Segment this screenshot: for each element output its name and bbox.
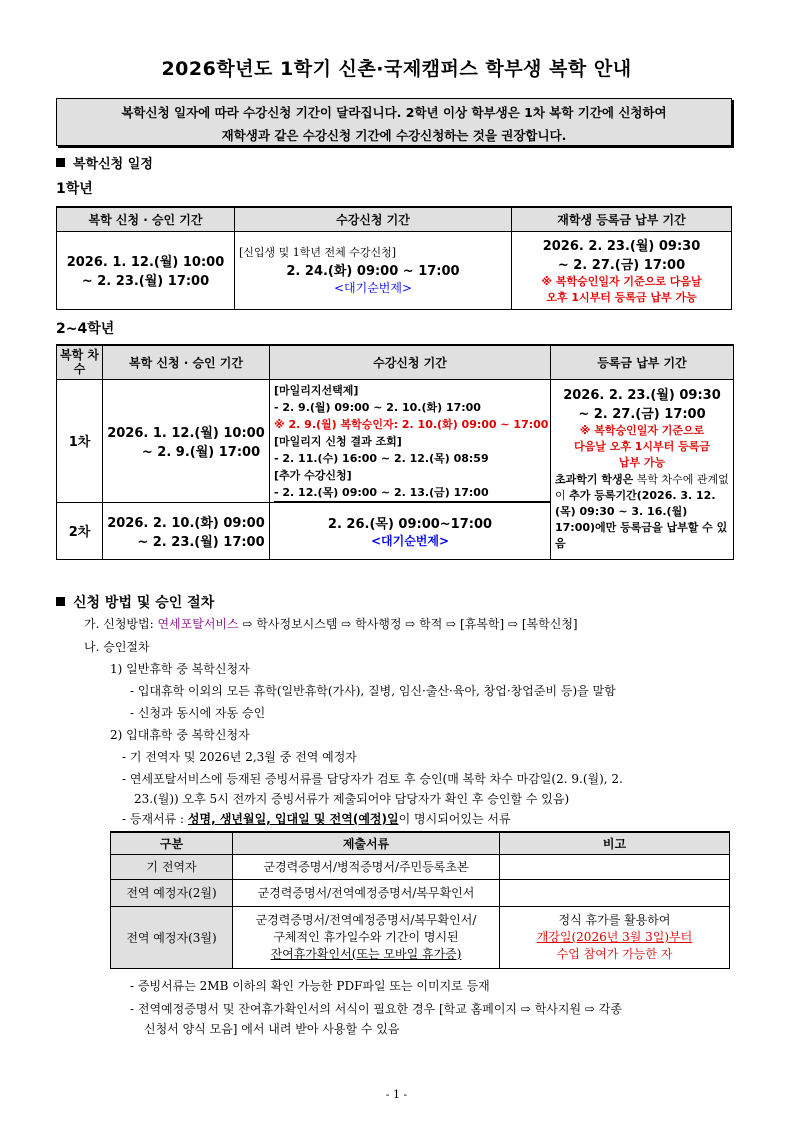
docs-row-note bbox=[500, 854, 730, 879]
procedure-item-1b: - 신청과 동시에 자동 승인 bbox=[130, 706, 266, 720]
docs-header-docs: 제출서류 bbox=[233, 832, 500, 854]
overtime-note: 초과학기 학생은 복학 차수에 관계없이 추가 등록기간(2026. 3. 12.(목) 09:30 ~ 3. 16.(월) 17:00)에만 등록금을 납부할 수 있음 bbox=[555, 472, 729, 550]
procedure-item-2: 2) 입대휴학 중 복학신청자 bbox=[110, 728, 250, 742]
round-2-apply: 2026. 2. 10.(화) 09:00 ~ 2. 23.(월) 17:00 bbox=[103, 502, 270, 559]
footnote-2-line2: 신청서 양식 모음] 에서 내려 받아 사용할 수 있음 bbox=[144, 1022, 400, 1036]
round-1-course-line: - 2. 12.(목) 09:00 ~ 2. 13.(금) 17:00 bbox=[274, 484, 550, 502]
docs-header-type: 구분 bbox=[111, 832, 233, 854]
docs-row-note bbox=[500, 879, 730, 906]
round-1-course-line: - 2. 9.(월) 09:00 ~ 2. 10.(화) 17:00 bbox=[274, 400, 481, 414]
upper-schedule-table bbox=[56, 344, 734, 560]
footnote-2-line1: - 전역예정증명서 및 잔여휴가확인서의 서식이 필요한 경우 [학교 홈페이지 ⇨ 학사지원 ⇨ 각종 bbox=[130, 1002, 622, 1016]
procedure-item-1a: - 입대휴학 이외의 모든 휴학(일반휴학(가사), 질병, 임신·출산·육아, 창업·창업준비 등)을 말함 bbox=[130, 684, 616, 698]
round-1-apply: 2026. 1. 12.(월) 10:00 ~ 2. 9.(월) 17:00 bbox=[103, 379, 270, 502]
procedure-item-1: 1) 일반휴학 중 복학신청자 bbox=[110, 662, 250, 676]
upper-header-round: 복학 차수 bbox=[57, 345, 103, 379]
freshman-header-course: 수강신청 기간 bbox=[235, 207, 512, 231]
section-heading-procedure: 신청 방법 및 승인 절차 bbox=[56, 592, 214, 612]
upper-tuition-cell: 2026. 2. 23.(월) 09:30 ~ 2. 27.(금) 17:00 ※ 복학승인일자 기준으로 다음날 오후 1시부터 등록금 납부 가능 초과학기 학생은 복학 차수에 관계없이 추가 등록기간(2026. 3. 12.(목) 09:30 ~ 3. 16.(월) 17:00)에만 등록금을 납부할 수 있음 bbox=[551, 379, 734, 559]
waitlist-label: <대기순번제> bbox=[333, 281, 413, 295]
freshman-header-apply: 복학 신청 · 승인 기간 bbox=[57, 207, 235, 231]
procedure-item-2a: - 기 전역자 및 2026년 2,3월 중 전역 예정자 bbox=[122, 750, 357, 764]
freshman-tuition-period: 2026. 2. 23.(월) 09:30 ~ 2. 27.(금) 17:00 ※ 복학승인일자 기준으로 다음날 오후 1시부터 등록금 납부 가능 bbox=[512, 231, 732, 309]
procedure-item-2b-line1: - 연세포탈서비스에 등재된 증빙서류를 담당자가 검토 후 승인(매 복학 차수 마감일(2. 9.(월), 2. bbox=[122, 772, 623, 786]
documents-table bbox=[110, 831, 730, 969]
docs-row-docs: 군경력증명서/전역예정증명서/복무확인서 bbox=[233, 879, 500, 906]
square-bullet-icon bbox=[56, 597, 65, 606]
docs-header-note: 비고 bbox=[500, 832, 730, 854]
page-title: 2026학년도 1학기 신촌·국제캠퍼스 학부생 복학 안내 bbox=[161, 58, 632, 80]
round-2-label: 2차 bbox=[57, 502, 103, 559]
freshman-apply-period: 2026. 1. 12.(월) 10:00 ~ 2. 23.(월) 17:00 bbox=[57, 231, 235, 309]
docs-row-docs: 군경력증명서/병적증명서/주민등록초본 bbox=[233, 854, 500, 879]
round-1-course-line: [마일리지 신청 결과 조회] bbox=[274, 434, 402, 448]
footnote-1: - 증빙서류는 2MB 이하의 확인 가능한 PDF파일 또는 이미지로 등재 bbox=[130, 979, 490, 993]
round-1-course-line: - 2. 11.(수) 16:00 ~ 2. 12.(목) 08:59 bbox=[274, 451, 489, 465]
page-number: - 1 - bbox=[385, 1088, 408, 1101]
section-heading-schedule: 복학신청 일정 bbox=[56, 153, 153, 172]
procedure-item-2b-line2: 23.(월)) 오후 5시 전까지 증빙서류가 제출되어야 담당자가 확인 후 승인할 수 있음) bbox=[134, 792, 570, 806]
procedure-item-2c: - 등재서류 : 성명, 생년월일, 입대일 및 전역(예정)일이 명시되어있는 서류 bbox=[122, 812, 511, 826]
square-bullet-icon bbox=[56, 158, 65, 167]
procedure-ga: 가. 신청방법: 연세포탈서비스 ⇨ 학사정보시스템 ⇨ 학사행정 ⇨ 학적 ⇨ [휴복학] ⇨ [복학신청] bbox=[84, 617, 578, 631]
freshman-heading: 1학년 bbox=[56, 181, 93, 197]
freshman-header-tuition: 재학생 등록금 납부 기간 bbox=[512, 207, 732, 231]
notice-line-1: 복학신청 일자에 따라 수강신청 기간이 달라집니다. 2학년 이상 학부생은 1차 복학 기간에 신청하여 bbox=[121, 105, 667, 120]
freshman-schedule-table bbox=[56, 206, 732, 310]
round-1-course-line: [추가 수강신청] bbox=[274, 468, 352, 482]
docs-row-docs: 군경력증명서/전역예정증명서/복무확인서/ 구체적인 휴가일수와 기간이 명시된 잔여휴가확인서(또는 모바일 휴가증) bbox=[233, 906, 500, 968]
docs-row-type: 전역 예정자(2월) bbox=[111, 879, 233, 906]
round-1-course-line: ※ 2. 9.(월) 복학승인자: 2. 10.(화) 09:00 ~ 17:00 bbox=[274, 417, 549, 431]
docs-row-type: 전역 예정자(3월) bbox=[111, 906, 233, 968]
round-2-course: 2. 26.(목) 09:00~17:00 <대기순번제> bbox=[270, 502, 551, 559]
upper-header-course: 수강신청 기간 bbox=[270, 345, 551, 379]
procedure-na: 나. 승인절차 bbox=[84, 640, 150, 654]
upper-header-apply: 복학 신청 · 승인 기간 bbox=[103, 345, 270, 379]
docs-row-type: 기 전역자 bbox=[111, 854, 233, 879]
upper-header-tuition: 등록금 납부 기간 bbox=[551, 345, 734, 379]
notice-box bbox=[56, 98, 732, 146]
round-1-course bbox=[270, 379, 551, 502]
docs-row-note: 정식 휴가를 활용하여 개강일(2026년 3월 3일)부터 수업 참여가 가능한 자 bbox=[500, 906, 730, 968]
portal-link[interactable]: 연세포탈서비스 bbox=[157, 617, 239, 631]
round-1-course-line: [마일리지선택제] bbox=[274, 383, 359, 397]
upper-heading: 2~4학년 bbox=[56, 321, 115, 337]
waitlist-label: <대기순번제> bbox=[370, 533, 450, 548]
notice-line-2: 재학생과 같은 수강신청 기간에 수강신청하는 것을 권장합니다. bbox=[221, 128, 567, 143]
freshman-course-period: [신입생 및 1학년 전체 수강신청] 2. 24.(화) 09:00 ~ 17:00 <대기순번제> bbox=[235, 231, 512, 309]
round-1-label: 1차 bbox=[57, 379, 103, 502]
